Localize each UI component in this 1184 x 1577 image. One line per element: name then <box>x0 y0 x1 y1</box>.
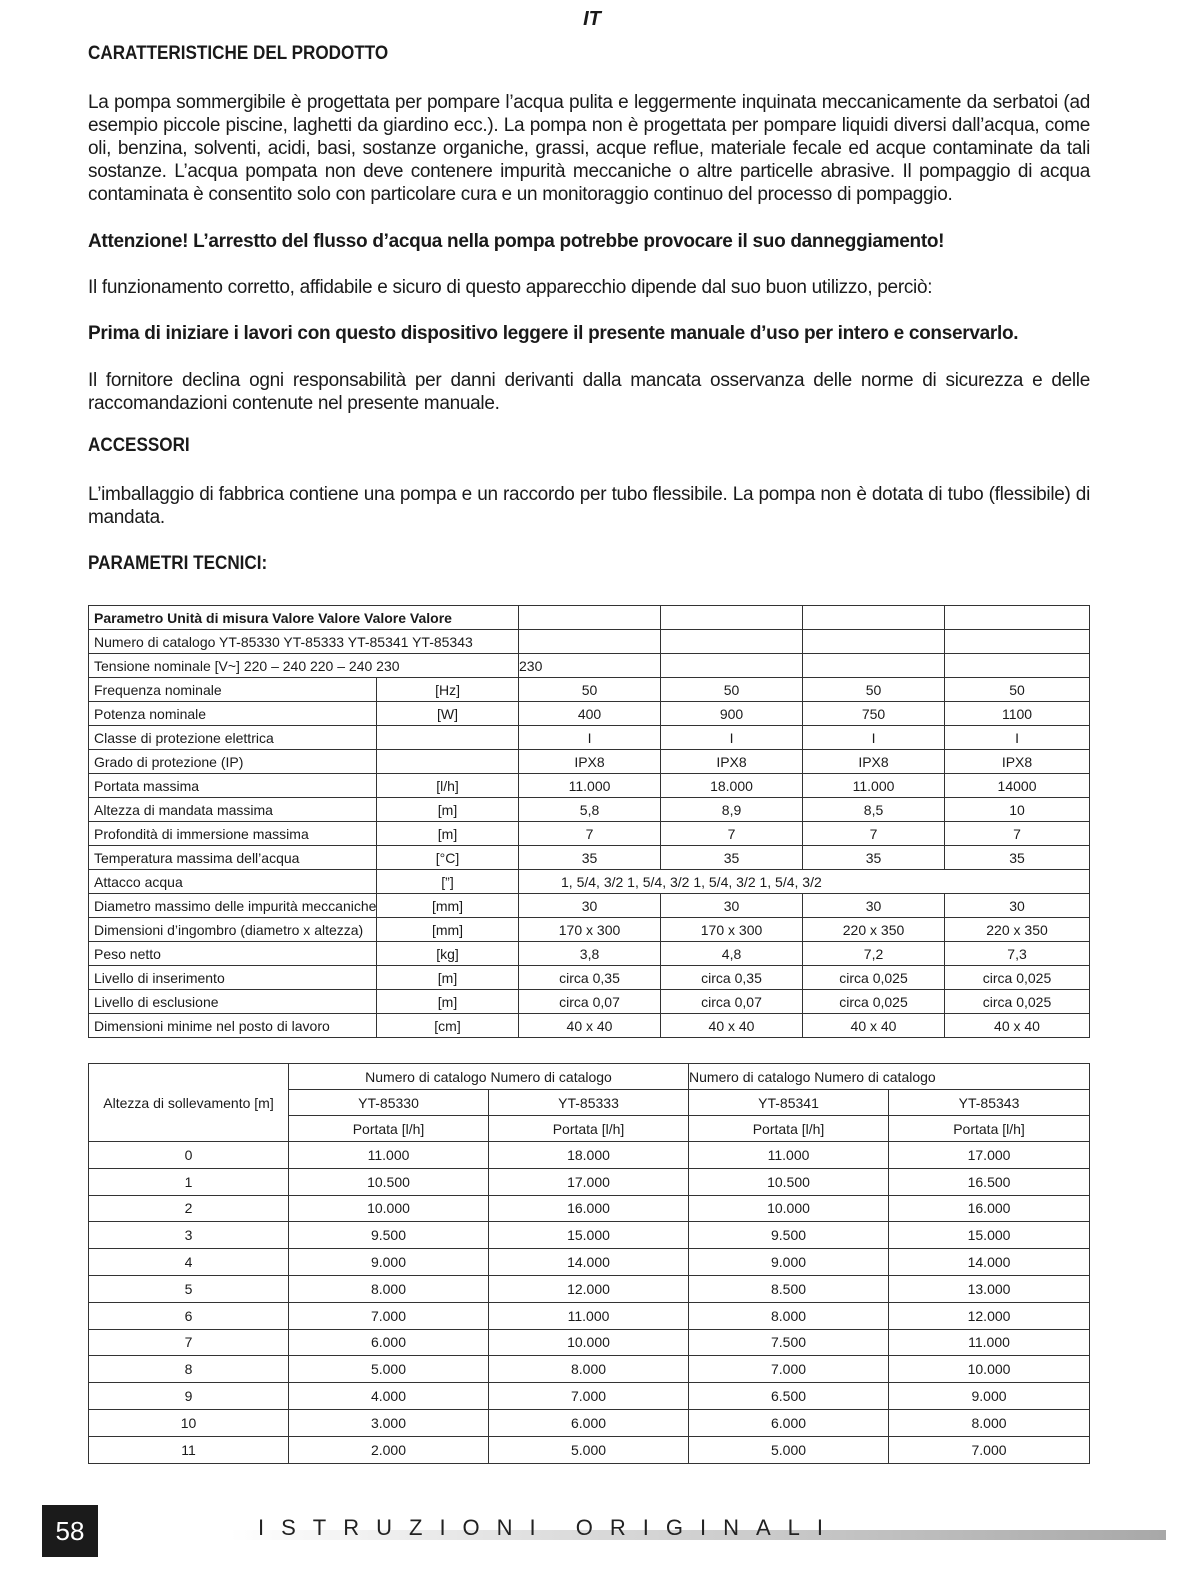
params-header-merged: Parametro Unità di misura Valore Valore Valore Valore <box>89 606 519 630</box>
table-cell: 14.000 <box>889 1249 1090 1276</box>
table-cell: 50 <box>945 678 1090 702</box>
table-cell: circa 0,025 <box>945 966 1090 990</box>
table-row <box>89 1249 1090 1276</box>
table-cell: IPX8 <box>661 750 803 774</box>
table-row <box>89 798 1090 822</box>
table-row <box>89 606 1090 630</box>
paragraph-attenzione: Attenzione! L’arrestto del flusso d’acqua nella pompa potrebbe provocare il suo danneggiamento! <box>88 231 945 252</box>
table-cell: 2.000 <box>289 1436 489 1463</box>
table-cell: [m] <box>377 822 519 846</box>
table-cell: 30 <box>945 894 1090 918</box>
table-cell: 6.000 <box>489 1409 689 1436</box>
table-cell: 10.000 <box>489 1329 689 1356</box>
table-cell: [cm] <box>377 1014 519 1038</box>
section-title-caratteristiche: CARATTERISTICHE DEL PRODOTTO <box>88 43 389 64</box>
table-row <box>89 1356 1090 1383</box>
table-row <box>89 726 1090 750</box>
table-cell: Dimensioni minime nel posto di lavoro <box>89 1014 377 1038</box>
table-cell: [”] <box>377 870 519 894</box>
table-cell: 16.500 <box>889 1168 1090 1195</box>
table-cell: 10 <box>945 798 1090 822</box>
table-cell: 8 <box>89 1356 289 1383</box>
table-cell: [m] <box>377 990 519 1014</box>
table-cell: 5 <box>89 1275 289 1302</box>
table-cell: 5.000 <box>489 1436 689 1463</box>
table-cell: 17.000 <box>889 1142 1090 1169</box>
table-cell: 220 x 350 <box>803 918 945 942</box>
table-cell: 14000 <box>945 774 1090 798</box>
table-cell: Dimensioni d’ingombro (diametro x altezza) <box>89 918 377 942</box>
table-row <box>89 1222 1090 1249</box>
table-cell: [°C] <box>377 846 519 870</box>
table-cell: Portata massima <box>89 774 377 798</box>
page-content <box>88 40 1090 1464</box>
table-cell: [m] <box>377 798 519 822</box>
model-header: YT-85333 <box>489 1090 689 1116</box>
table-cell: 7.000 <box>889 1436 1090 1463</box>
table-cell: 40 x 40 <box>661 1014 803 1038</box>
table-cell: 1, 5/4, 3/2 1, 5/4, 3/2 1, 5/4, 3/2 1, 5/4, 3/2 <box>519 870 1090 894</box>
table-cell: 40 x 40 <box>945 1014 1090 1038</box>
table-cell: Grado di protezione (IP) <box>89 750 377 774</box>
table-cell: 10.000 <box>689 1195 889 1222</box>
flow-label: Portata [l/h] <box>889 1116 1090 1142</box>
table-cell: [m] <box>377 966 519 990</box>
table-cell: 10.000 <box>289 1195 489 1222</box>
table-cell: Profondità di immersione massima <box>89 822 377 846</box>
table-cell: Livello di esclusione <box>89 990 377 1014</box>
table-row <box>89 894 1090 918</box>
table-cell: IPX8 <box>803 750 945 774</box>
flow-label: Portata [l/h] <box>689 1116 889 1142</box>
table-cell: 750 <box>803 702 945 726</box>
table-row <box>89 846 1090 870</box>
table-header-row <box>89 1064 1090 1090</box>
table-row <box>89 1195 1090 1222</box>
table-cell: 35 <box>519 846 661 870</box>
table-cell: 30 <box>661 894 803 918</box>
table-cell: Temperatura massima dell’acqua <box>89 846 377 870</box>
table-cell: 8.000 <box>689 1302 889 1329</box>
table-cell: 17.000 <box>489 1168 689 1195</box>
table-row <box>89 990 1090 1014</box>
table-cell: 9.000 <box>289 1249 489 1276</box>
table-row <box>89 702 1090 726</box>
table-row <box>89 1329 1090 1356</box>
table-cell: circa 0,07 <box>519 990 661 1014</box>
table-cell: 3.000 <box>289 1409 489 1436</box>
table-cell: 10 <box>89 1409 289 1436</box>
table-row <box>89 630 1090 654</box>
table-cell: 220 x 350 <box>945 918 1090 942</box>
table-cell: Altezza di mandata massima <box>89 798 377 822</box>
table-cell: 7 <box>661 822 803 846</box>
table-cell: 4,8 <box>661 942 803 966</box>
table-row <box>89 1409 1090 1436</box>
model-header: YT-85330 <box>289 1090 489 1116</box>
lift-height-header: Altezza di sollevamento [m] <box>89 1064 289 1142</box>
table-cell: I <box>661 726 803 750</box>
table-cell: 9.500 <box>689 1222 889 1249</box>
flow-rate-table <box>88 1063 1090 1464</box>
table-cell: 9.000 <box>689 1249 889 1276</box>
table-cell: 1100 <box>945 702 1090 726</box>
table-cell: 11.000 <box>519 774 661 798</box>
params-tension-merged: Tensione nominale [V~] 220 – 240 220 – 240 230 <box>89 654 519 678</box>
table-row <box>89 678 1090 702</box>
table-cell: 11.000 <box>689 1142 889 1169</box>
table-cell: 8.500 <box>689 1275 889 1302</box>
table-cell <box>377 726 519 750</box>
table-cell: 10.500 <box>689 1168 889 1195</box>
table-cell: 40 x 40 <box>519 1014 661 1038</box>
table-cell: 18.000 <box>489 1142 689 1169</box>
table-cell: 6 <box>89 1302 289 1329</box>
paragraph-fornitore: Il fornitore declina ogni responsabilità per danni derivanti dalla mancata osservanza delle norme di sicurezza e delle raccomandazioni contenute nel presente manuale. <box>88 370 1090 414</box>
table-cell: 12.000 <box>489 1275 689 1302</box>
paragraph-caratteristiche: La pompa sommergibile è progettata per pompare l’acqua pulita e leggermente inquinata meccanicamente da serbatoi (ad esempio piccole piscine, laghetti da giardino ecc.). La pompa non è progettata per pompare liquidi diversi dall’acqua, come oli, benzina, solventi, acidi, basi, sostanze organiche, grassi, acque reflue, materiale fecale ed acque contaminate da tali sostanze. L’acqua pompata non deve contenere impurità meccaniche o altre particelle abrasive. Il pompaggio di acqua contaminata è consentito solo con particolare cura e un monitoraggio continuo del processo di pompaggio. <box>88 92 1090 205</box>
table-cell: circa 0,35 <box>519 966 661 990</box>
table-cell: 18.000 <box>661 774 803 798</box>
table-cell: 9 <box>89 1383 289 1410</box>
paragraph-prima: Prima di iniziare i lavori con questo dispositivo leggere il presente manuale d’uso per intero e conservarlo. <box>88 323 1019 344</box>
table-row <box>89 918 1090 942</box>
table-row <box>89 942 1090 966</box>
section-title-parametri: PARAMETRI TECNICI: <box>88 553 268 574</box>
table-cell: 170 x 300 <box>519 918 661 942</box>
footer-text: ISTRUZIONI ORIGINALI <box>258 1515 841 1540</box>
table-cell: 10.000 <box>889 1356 1090 1383</box>
table-cell: [mm] <box>377 918 519 942</box>
table-cell: 10.500 <box>289 1168 489 1195</box>
table-cell: 9.500 <box>289 1222 489 1249</box>
table-cell: 8.000 <box>489 1356 689 1383</box>
table-cell: 35 <box>803 846 945 870</box>
table-row <box>89 774 1090 798</box>
table-cell: Potenza nominale <box>89 702 377 726</box>
table-cell: I <box>945 726 1090 750</box>
catalog-header-1: Numero di catalogo Numero di catalogo <box>289 1064 689 1090</box>
table-cell: 5,8 <box>519 798 661 822</box>
table-cell: 7 <box>519 822 661 846</box>
table-row <box>89 1275 1090 1302</box>
paragraph-accessori: L’imballaggio di fabbrica contiene una pompa e un raccordo per tubo flessibile. La pompa non è dotata di tubo (flessibile) di mandata. <box>88 484 1090 528</box>
table-cell: [mm] <box>377 894 519 918</box>
table-cell: I <box>519 726 661 750</box>
table-cell: 9.000 <box>889 1383 1090 1410</box>
table-cell: 1 <box>89 1168 289 1195</box>
table-row <box>89 870 1090 894</box>
table-cell: 7.000 <box>689 1356 889 1383</box>
table-cell: IPX8 <box>945 750 1090 774</box>
table-cell: 11.000 <box>889 1329 1090 1356</box>
table-cell: Frequenza nominale <box>89 678 377 702</box>
table-cell: 3,8 <box>519 942 661 966</box>
page-number: 58 <box>42 1505 98 1557</box>
table-cell: 11.000 <box>489 1302 689 1329</box>
table-cell: 7.000 <box>289 1302 489 1329</box>
catalog-header-2: Numero di catalogo Numero di catalogo <box>689 1064 1090 1090</box>
table-cell: 35 <box>945 846 1090 870</box>
table-row <box>89 1383 1090 1410</box>
table-row <box>89 750 1090 774</box>
table-cell: circa 0,025 <box>803 966 945 990</box>
table-cell: 50 <box>661 678 803 702</box>
model-header: YT-85343 <box>889 1090 1090 1116</box>
table-cell: [l/h] <box>377 774 519 798</box>
table-row <box>89 1014 1090 1038</box>
table-cell <box>377 750 519 774</box>
table-cell: 7,3 <box>945 942 1090 966</box>
table-row <box>89 822 1090 846</box>
table-cell: 15.000 <box>889 1222 1090 1249</box>
table-cell: 4 <box>89 1249 289 1276</box>
table-cell: 7.000 <box>489 1383 689 1410</box>
table-cell: 400 <box>519 702 661 726</box>
table-cell: 13.000 <box>889 1275 1090 1302</box>
table-row <box>89 1168 1090 1195</box>
table-cell: Livello di inserimento <box>89 966 377 990</box>
table-cell: Diametro massimo delle impurità meccaniche <box>89 894 377 918</box>
table-cell: 11 <box>89 1436 289 1463</box>
table-cell: 6.000 <box>689 1409 889 1436</box>
table-cell: 8.000 <box>889 1409 1090 1436</box>
table-row <box>89 1436 1090 1463</box>
table-cell: 16.000 <box>889 1195 1090 1222</box>
table-row <box>89 1142 1090 1169</box>
table-cell: 15.000 <box>489 1222 689 1249</box>
table-cell: 2 <box>89 1195 289 1222</box>
flow-label: Portata [l/h] <box>289 1116 489 1142</box>
table-row <box>89 966 1090 990</box>
table-cell: 3 <box>89 1222 289 1249</box>
table-cell: 16.000 <box>489 1195 689 1222</box>
table-cell: 11.000 <box>289 1142 489 1169</box>
table-cell: [kg] <box>377 942 519 966</box>
table-cell: 8,5 <box>803 798 945 822</box>
table-cell: circa 0,35 <box>661 966 803 990</box>
table-cell: 14.000 <box>489 1249 689 1276</box>
table-cell: [Hz] <box>377 678 519 702</box>
table-row <box>89 1302 1090 1329</box>
paragraph-funzionamento: Il funzionamento corretto, affidabile e sicuro di questo apparecchio dipende dal suo buon utilizzo, perciò: <box>88 277 933 298</box>
table-cell: I <box>803 726 945 750</box>
table-cell: 7 <box>945 822 1090 846</box>
table-cell: circa 0,025 <box>945 990 1090 1014</box>
table-cell: 40 x 40 <box>803 1014 945 1038</box>
table-cell: 170 x 300 <box>661 918 803 942</box>
table-cell: 12.000 <box>889 1302 1090 1329</box>
table-cell: 5.000 <box>289 1356 489 1383</box>
table-cell: 6.500 <box>689 1383 889 1410</box>
table-cell: 0 <box>89 1142 289 1169</box>
params-catalog-merged: Numero di catalogo YT-85330 YT-85333 YT-85341 YT-85343 <box>89 630 519 654</box>
table-cell: 7,2 <box>803 942 945 966</box>
table-cell: 900 <box>661 702 803 726</box>
table-cell: 4.000 <box>289 1383 489 1410</box>
table-cell: Attacco acqua <box>89 870 377 894</box>
table-row <box>89 654 1090 678</box>
table-cell: circa 0,07 <box>661 990 803 1014</box>
table-cell: 7 <box>803 822 945 846</box>
table-cell: 50 <box>803 678 945 702</box>
flow-label: Portata [l/h] <box>489 1116 689 1142</box>
table-cell: circa 0,025 <box>803 990 945 1014</box>
params-tension-extra: 230 <box>519 654 661 678</box>
table-cell: 6.000 <box>289 1329 489 1356</box>
table-cell: 11.000 <box>803 774 945 798</box>
language-tag: IT <box>583 8 601 30</box>
table-cell: 8.000 <box>289 1275 489 1302</box>
table-cell: 5.000 <box>689 1436 889 1463</box>
table-cell: 30 <box>519 894 661 918</box>
table-cell: 30 <box>803 894 945 918</box>
table-cell: 35 <box>661 846 803 870</box>
section-title-accessori: ACCESSORI <box>88 435 190 456</box>
table-cell: Peso netto <box>89 942 377 966</box>
technical-parameters-table <box>88 605 1090 1038</box>
model-header: YT-85341 <box>689 1090 889 1116</box>
table-cell: 7.500 <box>689 1329 889 1356</box>
table-cell: 8,9 <box>661 798 803 822</box>
table-cell: Classe di protezione elettrica <box>89 726 377 750</box>
table-cell: [W] <box>377 702 519 726</box>
table-cell: 7 <box>89 1329 289 1356</box>
table-cell: 50 <box>519 678 661 702</box>
table-cell: IPX8 <box>519 750 661 774</box>
